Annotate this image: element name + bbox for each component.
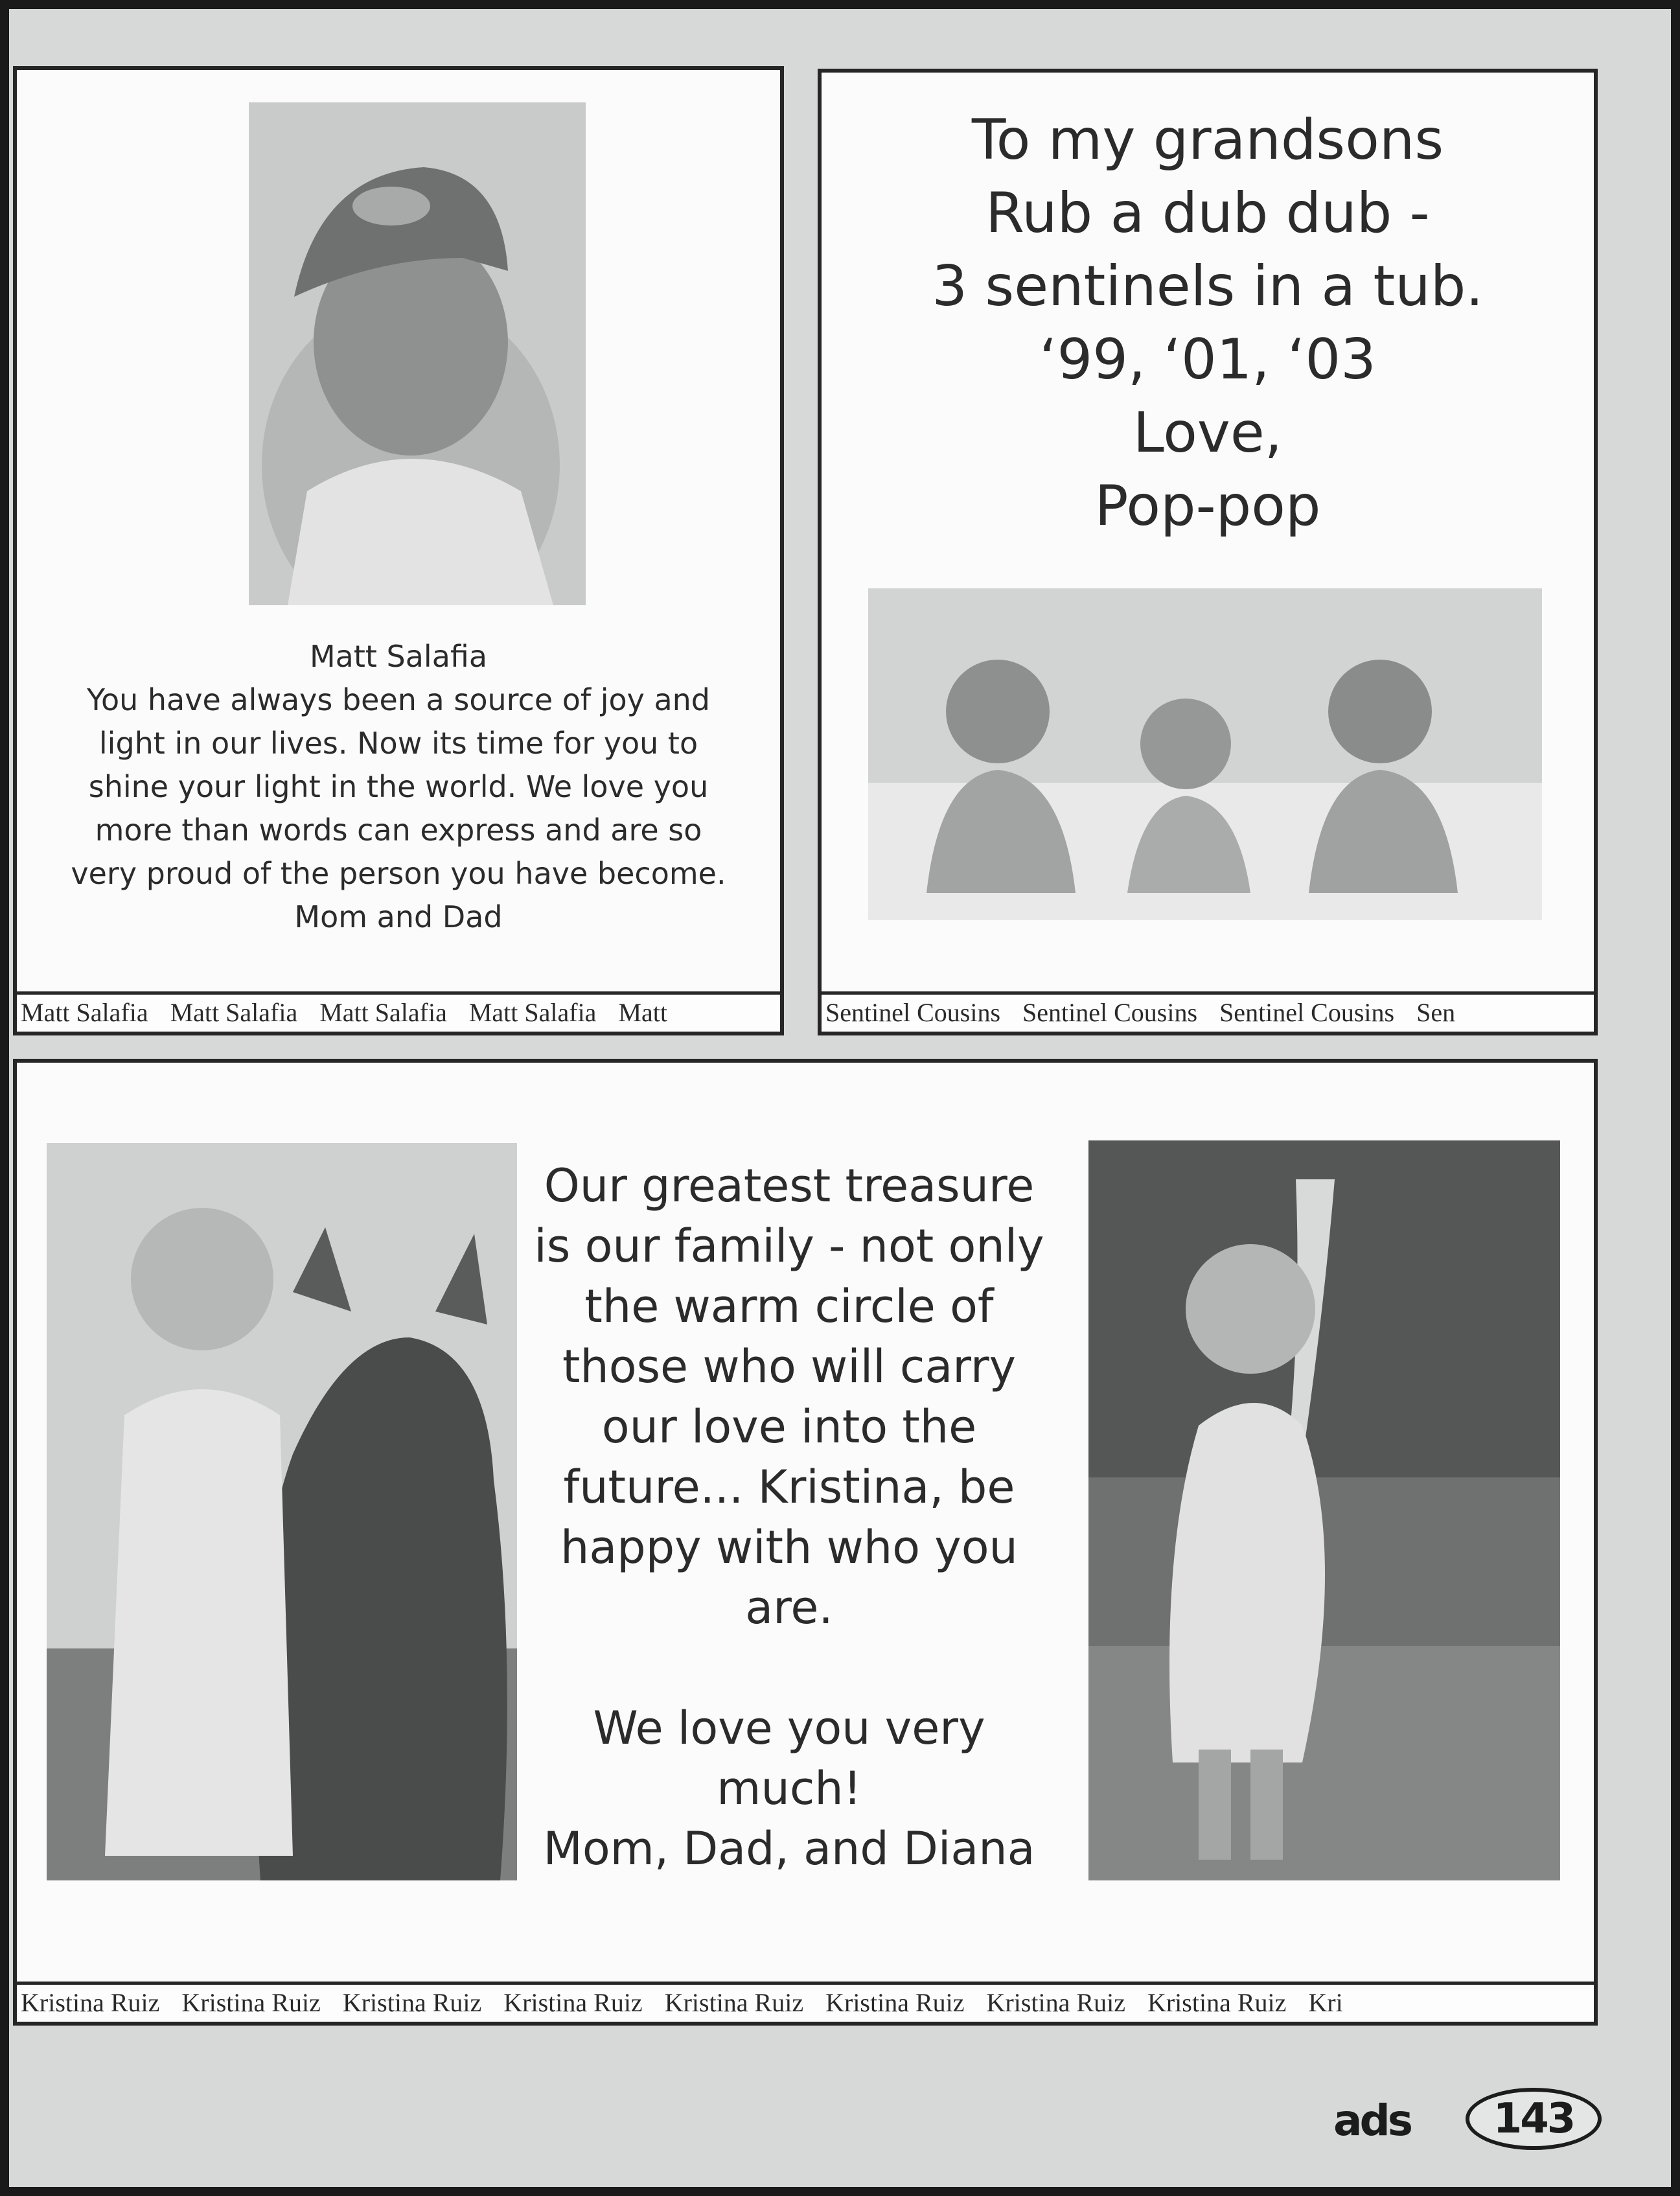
name-ribbon: [17, 991, 780, 1032]
message-line: Rub a dub dub -: [985, 181, 1430, 246]
message-line: 3 sentinels in a tub.: [932, 254, 1484, 319]
message-line: happy with who you: [560, 1521, 1018, 1574]
name-ribbon: [17, 1982, 1594, 2022]
ribbon-name: Matt Salafia: [319, 998, 447, 1027]
ad-matt-salafia: [13, 66, 784, 1035]
message-line: light in our lives. Now its time for you to: [98, 726, 698, 761]
ribbon-name: Kristina Ruiz: [342, 1988, 482, 2017]
ribbon-name: Kristina Ruiz: [21, 1988, 160, 2017]
message-line: Pop-pop: [1094, 474, 1321, 538]
message-line: Love,: [1133, 400, 1283, 465]
message-line: To my grandsons: [971, 108, 1444, 172]
message-line: Matt Salafia: [309, 639, 488, 674]
portrait-photo: [249, 102, 586, 605]
kristina-message: [524, 1156, 1055, 1879]
sentinel-message: [822, 104, 1594, 543]
matt-message: [17, 635, 780, 939]
message-line: the warm circle of: [584, 1280, 994, 1333]
ribbon-name: Kristina Ruiz: [825, 1988, 965, 2017]
message-line: more than words can express and are so: [95, 813, 702, 848]
ad-sentinel-cousins: [818, 69, 1598, 1035]
message-line: our love into the: [601, 1400, 977, 1453]
ribbon-name: Sentinel Cousins: [825, 998, 1001, 1027]
message-line: ‘99, ‘01, ‘03: [1039, 327, 1376, 392]
message-line: You have always been a source of joy and: [86, 682, 711, 717]
ribbon-name: Matt Salafia: [170, 998, 298, 1027]
ribbon-name: Matt Salafia: [468, 998, 597, 1027]
section-label: ads: [1333, 2096, 1411, 2145]
message-line: much!: [717, 1762, 862, 1815]
ribbon-name: Kristina Ruiz: [181, 1988, 321, 2017]
name-ribbon: [822, 991, 1594, 1032]
message-line: is our family - not only: [534, 1219, 1044, 1273]
message-line: Mom and Dad: [294, 899, 503, 934]
child-with-dog-photo: [47, 1143, 517, 1880]
message-line: those who will carry: [562, 1340, 1017, 1393]
ribbon-name: Matt Salafia: [21, 998, 148, 1027]
yearbook-page: [9, 9, 1671, 2187]
message-line: very proud of the person you have become.: [71, 856, 726, 891]
ribbon-name: Matt: [618, 998, 667, 1027]
ribbon-name: Kristina Ruiz: [664, 1988, 804, 2017]
message-line: Mom, Dad, and Diana: [543, 1822, 1035, 1875]
message-line: We love you very: [593, 1702, 985, 1755]
message-line: are.: [745, 1581, 833, 1634]
page-number: 143: [1466, 2088, 1602, 2150]
child-with-water-photo: [1088, 1140, 1560, 1880]
group-photo: [868, 588, 1542, 920]
ribbon-name: Sentinel Cousins: [1219, 998, 1395, 1027]
message-line: shine your light in the world. We love you: [88, 769, 709, 804]
message-line: [524, 1638, 1055, 1698]
ribbon-name: Kristina Ruiz: [1147, 1988, 1287, 2017]
message-line: Our greatest treasure: [544, 1159, 1035, 1212]
ribbon-name: Kristina Ruiz: [503, 1988, 643, 2017]
ribbon-name: Kristina Ruiz: [986, 1988, 1125, 2017]
message-line: future... Kristina, be: [563, 1461, 1015, 1514]
ribbon-name: Sentinel Cousins: [1022, 998, 1198, 1027]
ad-kristina-ruiz: [13, 1059, 1598, 2026]
ribbon-name: Sen: [1416, 998, 1456, 1027]
ribbon-name: Kri: [1308, 1988, 1343, 2017]
